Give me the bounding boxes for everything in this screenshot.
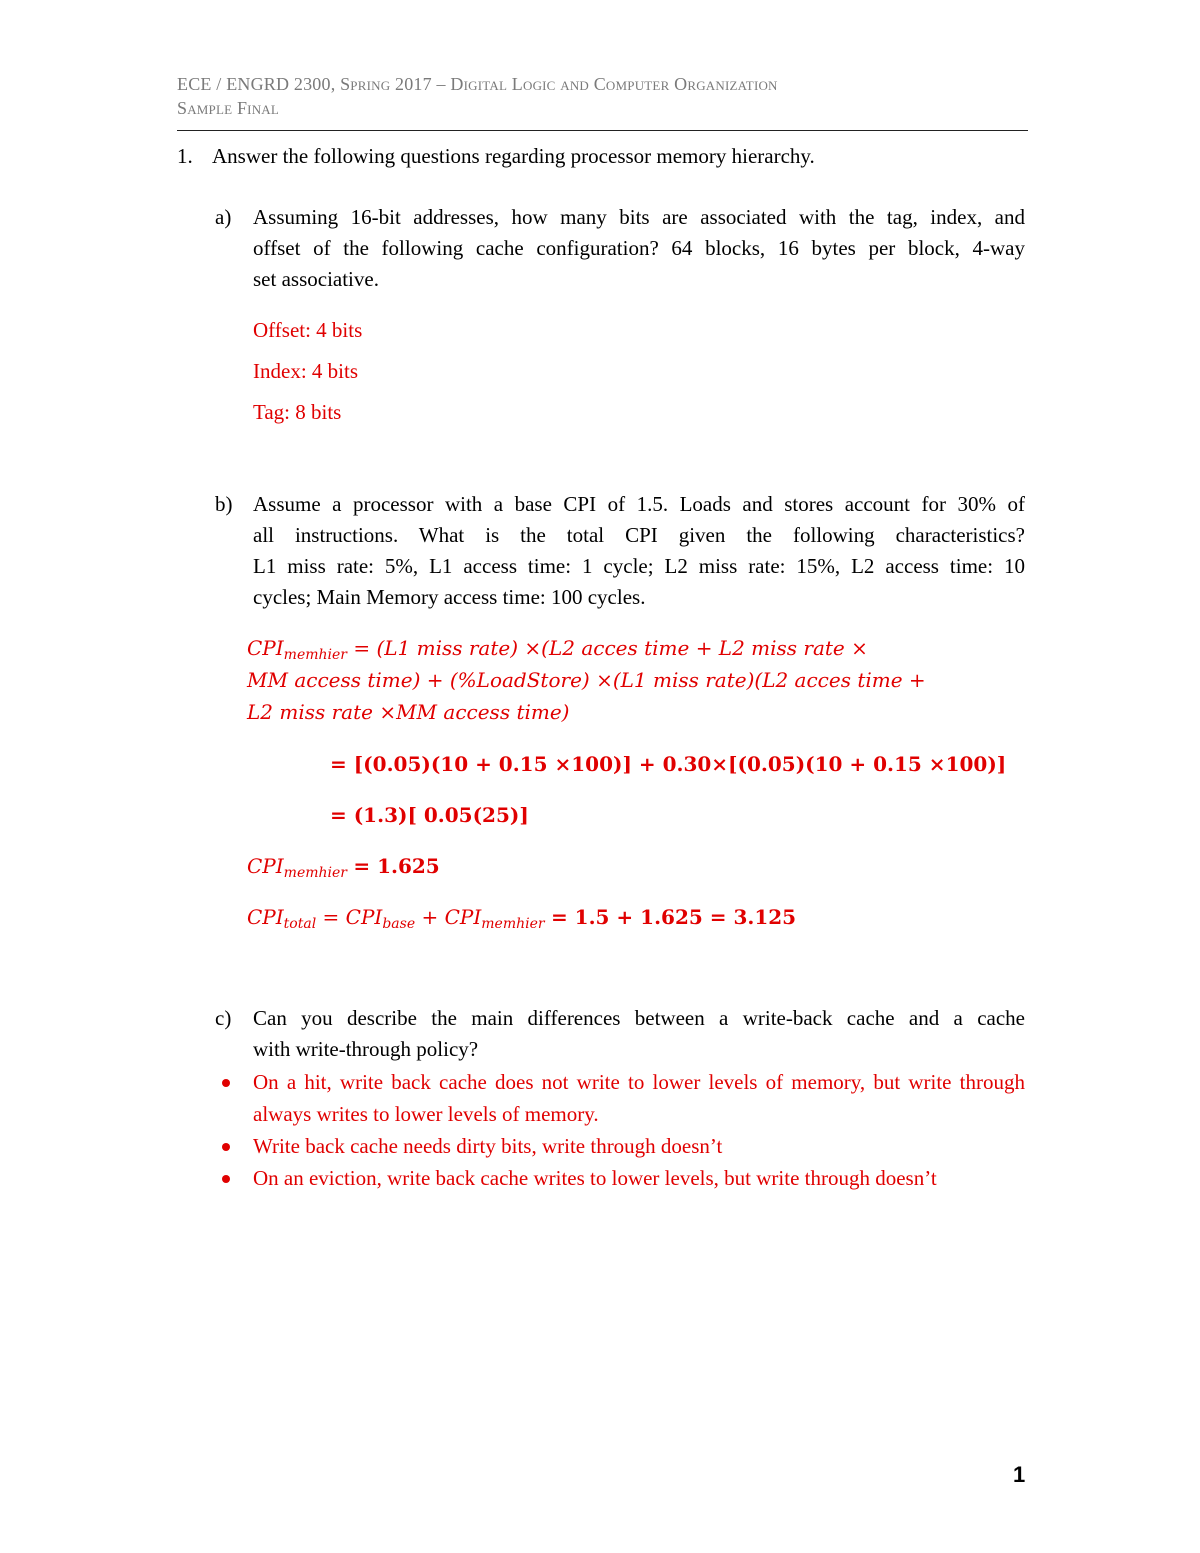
part-a-line-1: Assuming 16-bit addresses, how many bits are associated with the tag, index, and: [253, 205, 1025, 229]
cpi-memhier-value: = 1.625: [353, 854, 440, 878]
cpi-total-value: = 1.5 + 1.625 = 3.125: [550, 905, 797, 929]
list-item: [215, 1066, 1025, 1130]
header-course-title: ECE / ENGRD 2300, Spring 2017 – Digital Logic and Computer Organization: [177, 74, 778, 94]
cpi-subscript: base: [382, 916, 416, 932]
list-item: [215, 1162, 1025, 1194]
formula-line-2: MM access time) + (%LoadStore) ×(L1 miss rate)(L2 acces time +: [247, 668, 926, 692]
part-c-label: c): [215, 1006, 232, 1030]
part-a-question: [253, 202, 1025, 295]
part-b-line-3: L1 miss rate: 5%, L1 access time: 1 cycle; L2 miss rate: 15%, L2 access time: 10: [253, 554, 1025, 578]
cpi-total-result: [247, 903, 796, 938]
formula-text-1: = (L1 miss rate) ×(L2 acces time + L2 miss rate ×: [353, 636, 868, 660]
bullet-icon: [222, 1143, 230, 1151]
bullet-icon: [222, 1079, 230, 1087]
answer-tag: Tag: 8 bits: [253, 400, 342, 424]
part-b-question: [253, 489, 1025, 613]
formula-line-1: [247, 634, 868, 669]
list-item: [215, 1130, 1025, 1162]
cpi-memhier-result: [247, 852, 440, 887]
part-a-line-2: offset of the following cache configuration? 64 blocks, 16 bytes per block, 4-way: [253, 236, 1025, 260]
cpi-symbol: CPI: [247, 636, 284, 660]
cpi-symbol: CPI: [444, 905, 482, 929]
cpi-symbol: CPI: [247, 905, 284, 929]
equals-sign: =: [322, 905, 340, 929]
part-a-line-3: set associative.: [253, 267, 379, 291]
bullet-icon: [222, 1175, 230, 1183]
part-b-line-1: Assume a processor with a base CPI of 1.5. Loads and stores account for 30% of: [253, 492, 1025, 516]
cpi-subscript: total: [283, 916, 317, 932]
question-number: 1.: [177, 144, 193, 168]
part-a-label: a): [215, 205, 232, 229]
bullet-text: Write back cache needs dirty bits, write through doesn’t: [253, 1134, 723, 1158]
answer-index: Index: 4 bits: [253, 359, 358, 383]
part-c-line-1: Can you describe the main differences between a write-back cache and a cache: [253, 1006, 1025, 1030]
bullet-text: On a hit, write back cache does not write to lower levels of memory, but write through always writes to lower levels of memory.: [253, 1070, 1025, 1126]
cpi-subscript: memhier: [481, 916, 545, 932]
page-header: [177, 72, 1028, 120]
part-b-line-2: all instructions. What is the total CPI given the following characteristics?: [253, 523, 1025, 547]
cpi-symbol: CPI: [345, 905, 383, 929]
plus-sign: +: [421, 905, 439, 929]
calculation-line-1: = [(0.05)(10 + 0.15 ×100)] + 0.30×[(0.05)(10 + 0.15 ×100)]: [330, 752, 1007, 776]
cpi-subscript: memhier: [283, 647, 347, 663]
answer-offset: Offset: 4 bits: [253, 318, 363, 342]
answer-bullet-list: [215, 1066, 1025, 1194]
header-exam-title: Sample Final: [177, 98, 280, 118]
part-b-label: b): [215, 492, 233, 516]
part-c-question: [253, 1003, 1025, 1065]
calculation-line-2: = (1.3)[ 0.05(25)]: [330, 803, 529, 827]
page-number: 1: [1013, 1462, 1026, 1487]
header-rule: [177, 130, 1028, 131]
formula-line-3: L2 miss rate ×MM access time): [247, 700, 570, 724]
cpi-subscript: memhier: [283, 865, 347, 881]
bullet-text: On an eviction, write back cache writes to lower levels, but write through doesn’t: [253, 1166, 937, 1190]
question-text: Answer the following questions regarding processor memory hierarchy.: [212, 144, 815, 168]
part-b-line-4: cycles; Main Memory access time: 100 cycles.: [253, 585, 646, 609]
cpi-symbol: CPI: [247, 854, 284, 878]
part-c-line-2: with write-through policy?: [253, 1037, 479, 1061]
